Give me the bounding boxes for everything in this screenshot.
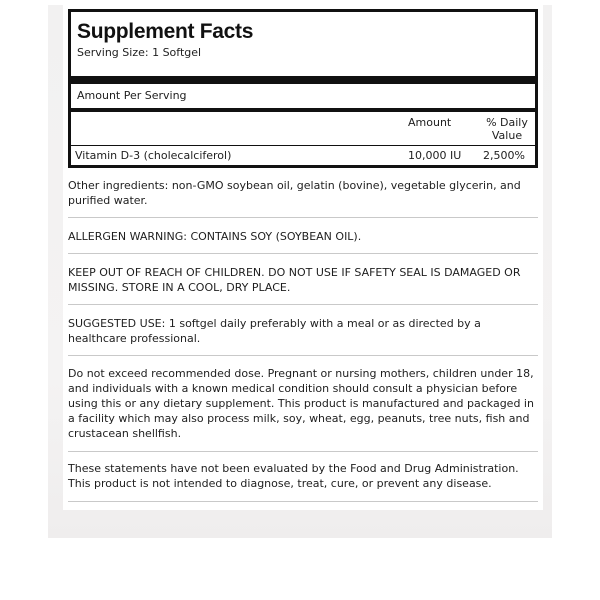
divider: [68, 253, 538, 254]
facts-header: [71, 12, 535, 84]
column-daily-value-line1: % Daily: [486, 116, 528, 129]
nutrient-daily-value: 2,500%: [483, 149, 525, 162]
divider: [68, 217, 538, 218]
serving-size: Serving Size: 1 Softgel: [77, 46, 202, 59]
fda-disclaimer: These statements have not been evaluated by the Food and Drug Administration. This product is not intended to diagnose, treat, cure, or prevent any disease.: [68, 462, 519, 490]
keep-out-warning: KEEP OUT OF REACH OF CHILDREN. DO NOT USE IF SAFETY SEAL IS DAMAGED OR MISSING. STORE IN A COOL, DRY PLACE.: [68, 266, 521, 294]
column-amount: Amount: [408, 116, 452, 129]
nutrient-row: [71, 146, 535, 165]
other-ingredients: Other ingredients: non-GMO soybean oil, gelatin (bovine), vegetable glycerin, and purified water.: [68, 179, 521, 207]
allergen-warning: ALLERGEN WARNING: CONTAINS SOY (SOYBEAN OIL).: [68, 230, 362, 243]
column-daily-value: [483, 116, 531, 142]
facts-column-header: [71, 112, 535, 146]
divider: [68, 355, 538, 356]
divider: [68, 304, 538, 305]
supplement-facts-panel: [68, 9, 538, 168]
nutrient-name: Vitamin D-3 (cholecalciferol): [75, 149, 232, 162]
divider: [68, 451, 538, 452]
suggested-use: SUGGESTED USE: 1 softgel daily preferably with a meal or as directed by a healthcare professional.: [68, 317, 481, 345]
facts-title: Supplement Facts: [77, 20, 254, 43]
nutrient-amount: 10,000 IU: [408, 149, 462, 162]
divider: [68, 501, 538, 502]
column-daily-value-line2: Value: [491, 129, 523, 142]
amount-per-serving: Amount Per Serving: [71, 84, 535, 112]
caution-statement: Do not exceed recommended dose. Pregnant or nursing mothers, children under 18, and individuals with a known medical condition should consult a physician before using this or any dietary supplement. This product is manufactured and packaged in a facility which may also process milk, soy, wheat, egg, peanuts, tree nuts, fish and crustacean shellfish.: [68, 367, 534, 440]
